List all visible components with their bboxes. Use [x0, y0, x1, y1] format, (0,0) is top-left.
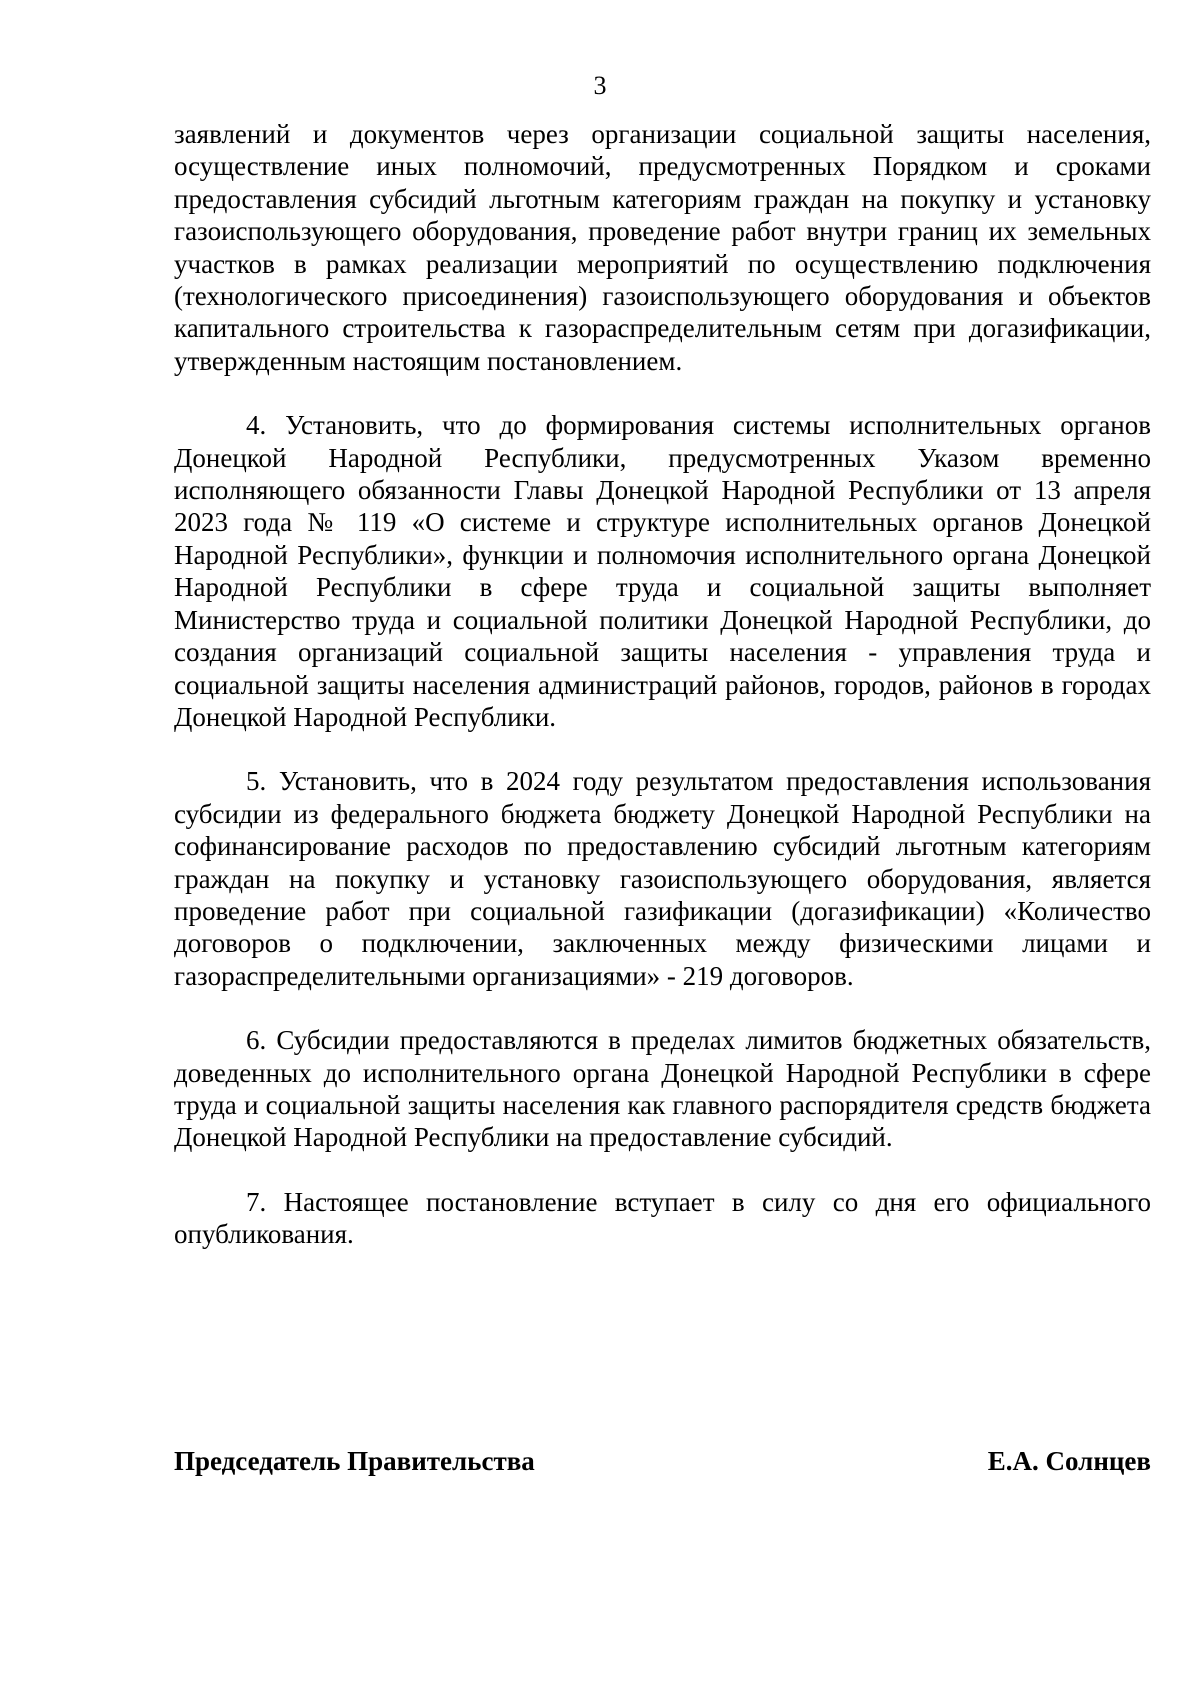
page-number: 3 — [593, 71, 607, 100]
signatory-position: Председатель Правительства — [174, 1446, 535, 1476]
paragraph-5: 5. Установить, что в 2024 году результатом предоставления использования субсидии из федерального бюджета бюджету Донецкой Народной Республики на софинансирование расходов по предоставлению субсидий льготным категориям граждан на покупку и установку газоиспользующего оборудования, является проведение работ при социальной газификации (догазификации) «Количество договоров о подключении, заключенных между физическими лицами и газораспределительными организациями» - 219 договоров. — [174, 766, 1151, 991]
continuation-paragraph: заявлений и документов через организации социальной защиты населения, осуществление иных полномочий, предусмотренных Порядком и сроками предоставления субсидий льготным категориям граждан на покупку и установку газоиспользующего оборудования, проведение работ внутри границ их земельных участков в рамках реализации мероприятий по осуществлению подключения (технологического присоединения) газоиспользующего оборудования и объектов капитального строительства к газораспределительным сетям при догазификации, утвержденным настоящим постановлением. — [174, 119, 1151, 376]
signatory-name: Е.А. Солнцев — [987, 1446, 1151, 1476]
paragraph-7: 7. Настоящее постановление вступает в силу со дня его официального опубликования. — [174, 1186, 1151, 1250]
paragraph-4: 4. Установить, что до формирования системы исполнительных органов Донецкой Народной Республики, предусмотренных Указом временно исполняющего обязанности Главы Донецкой Народной Республики от 13 апреля 2023 года № 119 «О системе и структуре исполнительных органов Донецкой Народной Республики», функции и полномочия исполнительного органа Донецкой Народной Республики в сфере труда и социальной защиты выполняет Министерство труда и социальной политики Донецкой Народной Республики, до создания организаций социальной защиты населения - управления труда и социальной защиты населения администраций районов, городов, районов в городах Донецкой Народной Республики. — [174, 410, 1151, 732]
paragraph-6: 6. Субсидии предоставляются в пределах лимитов бюджетных обязательств, доведенных до исполнительного органа Донецкой Народной Республики в сфере труда и социальной защиты населения как главного распорядителя средств бюджета Донецкой Народной Республики на предоставление субсидий. — [174, 1025, 1151, 1153]
document-body — [174, 118, 1151, 1251]
signature-block — [174, 1445, 1151, 1477]
